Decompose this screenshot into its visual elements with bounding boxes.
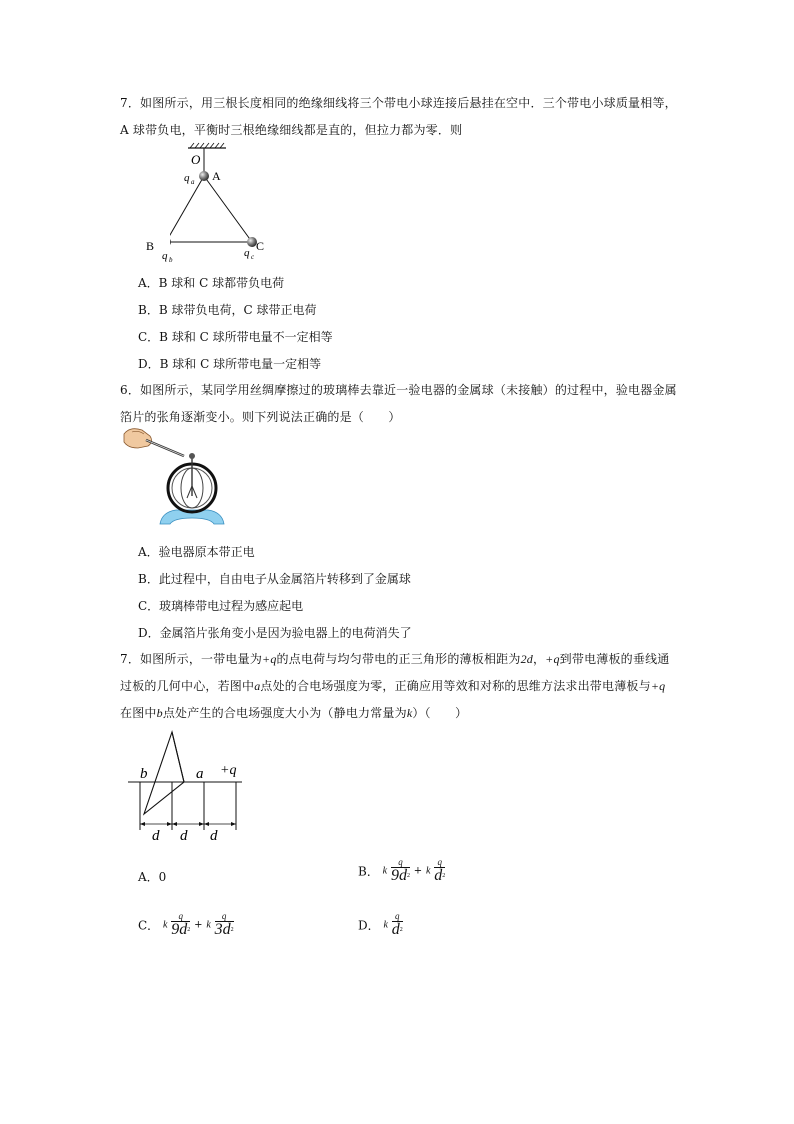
q6-option-c[interactable]: C．玻璃棒带电过程为感应起电 xyxy=(138,599,304,613)
q7b-line2: 过板的几何中心，若图中a点处的合电场强度为零，正确应用等效和对称的思维方法求出带电薄板与+q xyxy=(120,679,666,693)
q7a-line2: A 球带负电，平衡时三根绝缘细线都是直的，但拉力都为零．则 xyxy=(120,123,463,137)
q6-electroscope-figure xyxy=(120,426,240,536)
fraction: $\frac{q}{3d^2}$ xyxy=(214,911,234,938)
label-qa-sub: a xyxy=(191,178,195,186)
q7b-option-b[interactable]: B． k $\frac{q}{9d^2}$ + k $\frac{q}{d^2}$ xyxy=(358,857,446,884)
q7a-line1: 7．如图所示，用三根长度相同的绝缘细线将三个带电小球连接后悬挂在空中．三个带电小球质量相等， xyxy=(120,96,677,110)
label-plus-q: +q xyxy=(220,763,237,778)
q7a-option-d[interactable]: D．B 球和 C 球所带电量一定相等 xyxy=(138,357,322,371)
triangle-plate xyxy=(144,732,184,814)
label-a: A xyxy=(212,169,221,183)
q7b-plate-figure xyxy=(124,730,254,845)
q6-line1: 6．如图所示，某同学用丝绸摩擦过的玻璃棒去靠近一验电器的金属球（未接触）的过程中，验电器金属 xyxy=(120,383,677,397)
q7a-option-c[interactable]: C．B 球和 C 球所带电量不一定相等 xyxy=(138,330,333,344)
metal-ball xyxy=(189,453,195,459)
fraction: $\frac{q}{9d^2}$ xyxy=(390,857,410,884)
q7b-line3: 在图中b点处产生的合电场强度大小为（静电力常量为k）（ ） xyxy=(120,706,468,720)
q7a-figure-labels xyxy=(140,140,300,270)
label-a: a xyxy=(196,766,204,782)
label-qa: q xyxy=(184,172,190,184)
q7a-option-a[interactable]: A．B 球和 C 球都带负电荷 xyxy=(138,276,285,290)
q6-option-a[interactable]: A．验电器原本带正电 xyxy=(138,545,255,559)
label-d1: d xyxy=(152,828,160,844)
q7b-option-a[interactable]: A．0 xyxy=(138,870,167,884)
q6-option-d[interactable]: D．金属箔片张角变小是因为验电器上的电荷消失了 xyxy=(138,626,412,640)
q7b-line1: 7．如图所示，一带电量为+q的点电荷与均匀带电的正三角形的薄板相距为2d，+q到带电薄板的垂线通 xyxy=(120,652,670,666)
label-d3: d xyxy=(210,828,218,844)
label-qb: q xyxy=(162,250,168,262)
label-b: b xyxy=(140,766,148,782)
q6-line2: 箔片的张角逐渐变小。则下列说法正确的是（ ） xyxy=(120,410,401,424)
fraction: $\frac{q}{9d^2}$ xyxy=(171,911,191,938)
label-qb-sub: b xyxy=(169,256,173,264)
label-b: B xyxy=(146,239,155,253)
label-qc: q xyxy=(244,247,250,259)
q7a-option-b[interactable]: B．B 球带负电荷，C 球带正电荷 xyxy=(138,303,317,317)
fraction: $\frac{q}{d^2}$ xyxy=(434,857,446,884)
label-c: C xyxy=(256,239,265,253)
label-d2: d xyxy=(180,828,188,844)
label-qc-sub: c xyxy=(251,253,255,261)
label-o: O xyxy=(191,152,201,167)
q7b-option-c[interactable]: C． k $\frac{q}{9d^2}$ + k $\frac{q}{3d^2}$ xyxy=(138,911,234,938)
fraction: $\frac{q}{d^2}$ xyxy=(391,911,403,938)
q6-option-b[interactable]: B．此过程中，自由电子从金属箔片转移到了金属球 xyxy=(138,572,411,586)
q7b-option-d[interactable]: D． k $\frac{q}{d^2}$ xyxy=(358,911,403,938)
